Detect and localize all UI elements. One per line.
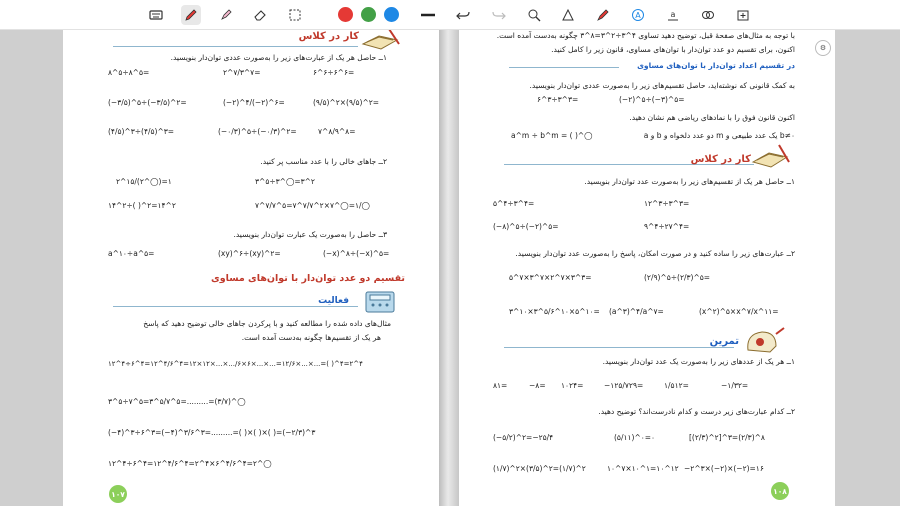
body-text: اکنون قانون فوق را با نمادهای ریاضی هم نشان دهید. — [629, 113, 795, 122]
expression: (−۳/۵)^۵÷(−۳/۵)^۲= — [108, 98, 187, 107]
expression: (−۲)^۴/(−۲)^۶= — [223, 98, 285, 107]
svg-text:a: a — [670, 10, 676, 19]
expression: (۱/۷)^۲×(۳/۵)^۲=(۱/۷)^۲ — [493, 464, 586, 473]
redo-icon[interactable] — [489, 5, 509, 25]
marker-icon[interactable] — [593, 5, 613, 25]
expression: ۵^۴÷۳^۴= — [493, 199, 535, 208]
expression: −۱/۳۲= — [721, 381, 749, 390]
expression: ۱/۵۱۲= — [664, 381, 689, 390]
eraser-icon[interactable] — [250, 5, 270, 25]
page-number: ١٠٧ — [109, 485, 127, 503]
expression: ۶^۶÷۶^۶= — [313, 68, 355, 77]
section-rule — [113, 306, 358, 307]
undo-icon[interactable] — [453, 5, 473, 25]
svg-text:A: A — [635, 11, 641, 20]
formula: a^m ÷ b^m = ( )^◯ — [511, 131, 593, 140]
page-number: ١٠٨ — [771, 482, 789, 500]
expression: ۶^۳÷۳^۳= — [537, 95, 579, 104]
calculator-icon — [360, 288, 402, 322]
select-icon[interactable] — [285, 5, 305, 25]
expression: ۲^۱۵/(۲^◯)=۱ — [116, 177, 172, 186]
body-text: با توجه به مثال‌های صفحهٔ قبل، توضیح دهید تساوی ۴^۳÷۲^۳=۸^۳ چگونه به‌دست آمده است. — [496, 31, 795, 40]
body-text: اکنون، برای تقسیم دو عدد توان‌دار با توان‌های مساوی، قانون زیر را کامل کنید. — [551, 45, 795, 54]
section-title: کار در کلاس — [298, 31, 359, 42]
expression: ۱۰۲۴= — [561, 381, 584, 390]
expression: ۱۲^۴÷۶^۴=۱۲^۴/۶^۴=۲^۴×۶^۴/۶^۴=۲^◯ — [108, 459, 272, 468]
right-page — [459, 30, 835, 506]
expression: (−x)^۸÷(−x)^۵= — [323, 249, 390, 258]
expression: ۱۰^۷×۱۰^۱=۱۰^۱۲ — [607, 464, 679, 473]
insert-icon[interactable] — [733, 5, 753, 25]
question-text: ۲ــ کدام عبارت‌های زیر درست و کدام نادرست‌اند؟ توضیح دهید. — [598, 407, 795, 416]
body-text: a و b دو عدد دلخواه و m یک عدد طبیعی و b≠۰ — [643, 131, 795, 140]
pen-icon[interactable] — [181, 5, 201, 25]
page-settings-icon[interactable]: ⚙ — [815, 40, 831, 56]
lasso-icon[interactable] — [524, 5, 544, 25]
activity-text: هر یک از تقسیم‌ها چگونه به‌دست آمده است. — [241, 333, 381, 342]
expression: (xy)^۶÷(xy)^۲= — [218, 249, 281, 258]
text-box-icon[interactable] — [663, 5, 683, 25]
expression: ۱۴^۲÷( )^۲=۱۴^۲ — [108, 201, 176, 210]
book-emblem-icon — [749, 142, 793, 174]
section-rule — [504, 347, 734, 348]
section-title: تقسیم دو عدد توان‌دار با توان‌های مساوی — [211, 273, 405, 284]
expression: (−۲)^۵÷(−۳)^۵= — [619, 95, 685, 104]
expression: ۸^۵÷۸^۵= — [108, 68, 150, 77]
expression: ۷^۸/۹^۸= — [318, 127, 356, 136]
question-text: ۱ــ حاصل هر یک از عبارت‌های زیر را به‌صورت عددی توان‌دار بنویسید. — [170, 53, 387, 62]
green-color-swatch[interactable] — [361, 7, 376, 22]
activity-text: مثال‌های داده شده را مطالعه کنید و با پرکردن جاهای خالی توضیح دهید که پاسخ — [143, 319, 391, 328]
blue-color-swatch[interactable] — [384, 7, 399, 22]
expression: (۴/۵)^۳÷(۴/۵)^۳= — [108, 127, 175, 136]
expression: ۳^۵÷۳^◯=۳^۲ — [255, 177, 315, 186]
expression: (−۴)^۳÷۶^۳=(−۴)^۳/۶^۳=.........=( )×( )×( )=(−۲/۳)^۳ — [108, 428, 316, 437]
section-rule — [113, 46, 358, 47]
keyboard-icon[interactable] — [146, 5, 166, 25]
body-text: به کمک قانونی که نوشته‌اید، حاصل تقسیم‌های زیر را به‌صورت عددی توان‌دار بنویسید. — [529, 81, 795, 90]
shape-icon[interactable] — [558, 5, 578, 25]
expression: ۸۱= — [493, 381, 508, 390]
section-title: کار در کلاس — [690, 154, 751, 165]
red-color-swatch[interactable] — [338, 7, 353, 22]
expression: (x^۲)^۵×x^۷/x^۱۱= — [699, 307, 779, 316]
expression: −۸= — [529, 381, 546, 390]
expression: (−۵/۲)^۲=−۲۵/۴ — [493, 433, 554, 442]
expression: ۳^۵÷۷^۵=۳^۵/۷^۵=.........=(۳/۷)^◯ — [108, 397, 246, 406]
exercise-title: تمرین — [709, 336, 739, 347]
expression: ۷^۷/۷^۵=۷^۷/۷^۲×۷^◯=۱/◯ — [255, 201, 370, 210]
expression: ۱۲^۴÷۶^۴=۱۲^۴/۶^۴=۱۲×۱۲×...×.../۶×۶×...×...=۱۲/۶×...×...=( )^۴=۲^۴ — [108, 360, 363, 368]
expression: a^۱۰÷a^۵= — [108, 249, 155, 258]
expression: ۹^۴÷۲۷^۴= — [644, 222, 690, 231]
question-text: ۱ــ حاصل هر یک از تقسیم‌های زیر را به‌صورت عدد توان‌دار بنویسید. — [584, 177, 795, 186]
activity-title: فعالیت — [318, 296, 349, 306]
expression: −۱۲۵/۷۲۹= — [604, 381, 644, 390]
annotation-toolbar — [0, 0, 900, 30]
expression: ۳^۱۰×۳^۵/۶^۱۰×۵^۱۰= — [509, 307, 600, 316]
left-page — [63, 30, 439, 506]
highlighter-icon[interactable] — [216, 5, 236, 25]
expression: ۲^۷/۳^۷= — [223, 68, 261, 77]
expression: (−۸)^۵÷(−۲)^۵= — [493, 222, 559, 231]
book-spine — [439, 30, 459, 506]
answer-line — [509, 67, 619, 68]
question-text: ۱ــ هر یک از عددهای زیر را به‌صورت یک عدد توان‌دار بنویسید. — [602, 357, 795, 366]
question-text: ۲ــ عبارت‌های زیر را ساده کنید و در صورت امکان، پاسخ را به‌صورت عدد توان‌دار بنویسید. — [515, 249, 795, 258]
expression: [(۲/۳)^۲]^۳=(۲/۳)^۸ — [689, 433, 765, 442]
question-text: ۳ــ حاصل را به‌صورت یک عبارت توان‌دار بنویسید. — [233, 230, 387, 239]
expression: (−۰/۳)^۵÷(−۰/۳)^۲= — [218, 127, 297, 136]
layers-icon[interactable] — [698, 5, 718, 25]
expression: (۲/۹)^۵÷(۲/۳)^۵= — [644, 273, 711, 282]
text-style-icon[interactable] — [628, 5, 648, 25]
line-icon[interactable] — [418, 5, 438, 25]
rule-title: در تقسیم اعداد توان‌دار با توان‌های مساوی — [637, 61, 795, 70]
expression: (۵/۱۱)^۰=۰ — [614, 433, 656, 442]
expression: ۵^۷×۳^۷×۲^۷×۳^۳= — [509, 273, 592, 282]
expression: (۹/۵)^۲×(۹/۵)^۲= — [313, 98, 380, 107]
expression: (a^۳)^۴/a^۷= — [609, 307, 664, 316]
expression: −۲^۳×(−۲)×(−۲)=۱۶ — [684, 464, 764, 473]
expression: ۱۲^۳÷۳^۳= — [644, 199, 690, 208]
question-text: ۲ــ جاهای خالی را با عدد مناسب پر کنید. — [260, 157, 387, 166]
